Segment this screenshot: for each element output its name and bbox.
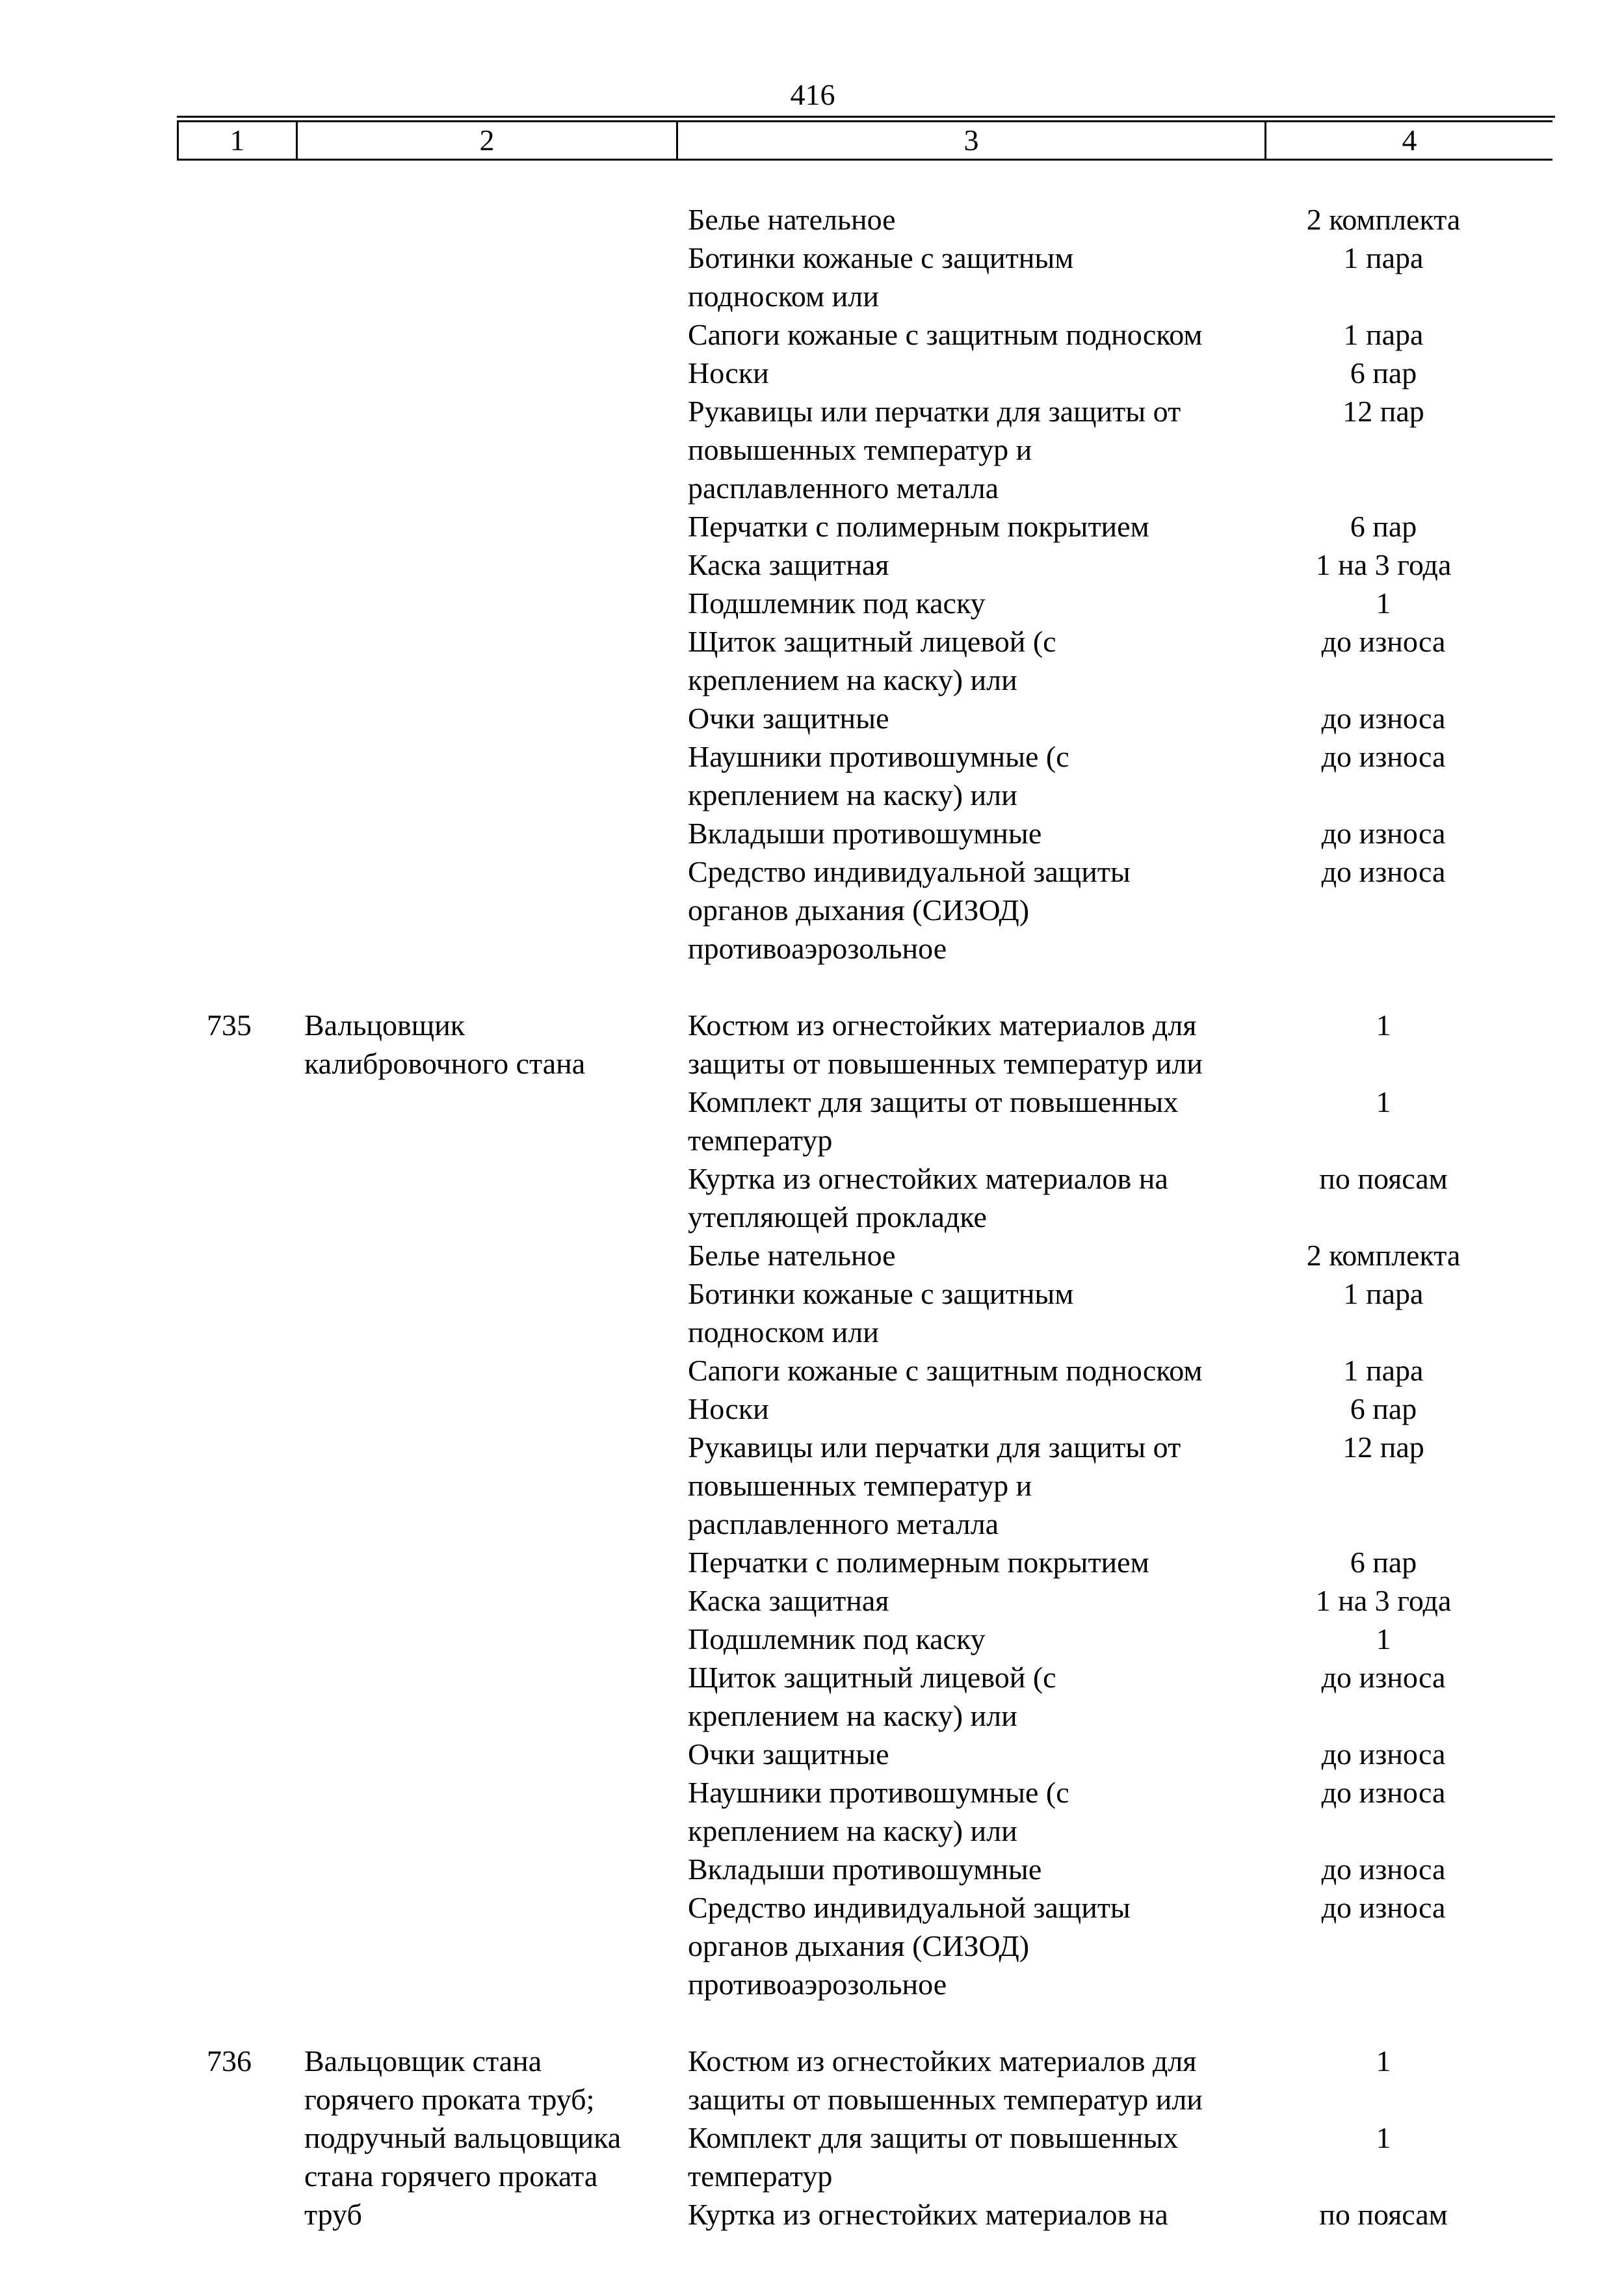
issue-norm	[1273, 1773, 1494, 1850]
header-col-2: 2	[298, 122, 678, 159]
profession-title	[304, 315, 688, 354]
issue-norm-line: по поясам	[1319, 1162, 1448, 1195]
issue-norm-line: до износа	[1321, 855, 1446, 888]
table-row	[0, 1543, 1624, 1581]
row-number: 736	[207, 2044, 252, 2078]
protective-item	[688, 507, 1273, 546]
profession-title	[304, 354, 688, 392]
protective-item-line: креплением на каску) или	[688, 1814, 1017, 1847]
table-row	[0, 1236, 1624, 1274]
row-number	[0, 392, 304, 507]
row-number	[0, 2118, 304, 2195]
page-number: 416	[790, 78, 835, 111]
issue-norm-line: до износа	[1321, 1853, 1446, 1886]
table-row	[0, 1351, 1624, 1390]
protective-item-line: Очки защитные	[688, 702, 889, 735]
issue-norm-line: до износа	[1321, 1891, 1446, 1924]
issue-norm-line: 1	[1376, 1622, 1391, 1656]
profession-title	[304, 1006, 688, 1083]
profession-title	[304, 1274, 688, 1351]
profession-title	[304, 2042, 688, 2118]
profession-title	[304, 1581, 688, 1620]
protective-item-line: повышенных температур и	[688, 1469, 1032, 1502]
table-row	[0, 1850, 1624, 1888]
issue-norm	[1273, 852, 1494, 968]
row-number	[0, 1773, 304, 1850]
profession-title	[304, 1428, 688, 1543]
table-row	[0, 1083, 1624, 1159]
protective-item	[688, 1888, 1273, 2003]
issue-norm	[1273, 239, 1494, 315]
protective-item-line: Комплект для защиты от повышенных	[688, 1085, 1179, 1118]
issue-norm-line: 1	[1376, 2044, 1391, 2078]
protective-item	[688, 354, 1273, 392]
row-number	[0, 239, 304, 315]
table-row	[0, 814, 1624, 852]
table-row	[0, 699, 1624, 737]
issue-norm	[1273, 584, 1494, 622]
profession-title	[304, 1236, 688, 1274]
issue-norm	[1273, 699, 1494, 737]
profession-title	[304, 546, 688, 584]
protective-item	[688, 1735, 1273, 1773]
profession-title-line: Вальцовщик стана	[304, 2044, 542, 2078]
row-number	[0, 1620, 304, 1658]
protective-item-line: Ботинки кожаные с защитным	[688, 241, 1074, 274]
issue-norm-line: до износа	[1321, 1661, 1446, 1694]
issue-norm-line: до износа	[1321, 625, 1446, 658]
protective-item-line: Средство индивидуальной защиты	[688, 855, 1131, 888]
table-row	[0, 2042, 1624, 2118]
row-number	[0, 852, 304, 968]
protective-item-line: Костюм из огнестойких материалов для	[688, 2044, 1197, 2078]
protective-item	[688, 392, 1273, 507]
protective-item-line: расплавленного металла	[688, 1507, 999, 1540]
profession-title	[304, 852, 688, 968]
row-number	[0, 200, 304, 239]
row-number	[0, 1236, 304, 1274]
table-row	[0, 737, 1624, 814]
row-number	[0, 546, 304, 584]
row-number: 735	[207, 1009, 252, 1042]
issue-norm	[1273, 1850, 1494, 1888]
protective-item-line: Щиток защитный лицевой (с	[688, 625, 1056, 658]
profession-title	[304, 1351, 688, 1390]
protective-item	[688, 315, 1273, 354]
row-number	[0, 1658, 304, 1735]
row-number	[0, 1159, 304, 1236]
row-number	[0, 1351, 304, 1390]
protective-item	[688, 2042, 1273, 2118]
table-row	[0, 1888, 1624, 2003]
protective-item-line: Каска защитная	[688, 1584, 889, 1617]
protective-item	[688, 1083, 1273, 1159]
protective-item-line: температур	[688, 2159, 833, 2193]
issue-norm	[1273, 1274, 1494, 1351]
issue-norm	[1273, 814, 1494, 852]
profession-title	[304, 622, 688, 699]
protective-item	[688, 1274, 1273, 1351]
protective-item-line: Каска защитная	[688, 548, 889, 581]
table-row	[0, 2195, 1624, 2234]
protective-item	[688, 1236, 1273, 1274]
issue-norm	[1273, 1888, 1494, 2003]
protective-item	[688, 239, 1273, 315]
protective-item	[688, 852, 1273, 968]
protective-item-line: Белье нательное	[688, 1239, 896, 1272]
table-row	[0, 315, 1624, 354]
protective-item-line: Куртка из огнестойких материалов на	[688, 1162, 1168, 1195]
profession-title	[304, 814, 688, 852]
header-col-4: 4	[1402, 124, 1417, 157]
issue-norm-line: до износа	[1321, 740, 1446, 773]
profession-title	[304, 1735, 688, 1773]
profession-title	[304, 1543, 688, 1581]
protective-item-line: Очки защитные	[688, 1737, 889, 1771]
issue-norm-line: по поясам	[1319, 2198, 1448, 2231]
issue-norm-line: 6 пар	[1350, 1392, 1417, 1425]
protective-item-line: Подшлемник под каску	[688, 1622, 986, 1656]
profession-title	[304, 2195, 688, 2234]
row-number	[0, 737, 304, 814]
row-number	[0, 1735, 304, 1773]
profession-title	[304, 1850, 688, 1888]
protective-item	[688, 1006, 1273, 1083]
protective-item-line: температур	[688, 1124, 833, 1157]
protective-item-line: Рукавицы или перчатки для защиты от	[688, 1431, 1181, 1464]
issue-norm-line: 6 пар	[1350, 1546, 1417, 1579]
protective-item-line: защиты от повышенных температур или	[688, 1047, 1203, 1080]
table-row	[0, 1428, 1624, 1543]
profession-title	[304, 1773, 688, 1850]
protective-item-line: Белье нательное	[688, 203, 896, 236]
issue-norm-line: 1 пара	[1343, 1354, 1424, 1387]
issue-norm	[1273, 1083, 1494, 1159]
protective-item	[688, 1658, 1273, 1735]
protective-item-line: Ботинки кожаные с защитным	[688, 1277, 1074, 1310]
issue-norm-line: 2 комплекта	[1306, 203, 1461, 236]
protective-item-line: Сапоги кожаные с защитным подноском	[688, 318, 1203, 351]
protective-item	[688, 1850, 1273, 1888]
protective-item-line: Носки	[688, 1392, 769, 1425]
profession-title	[304, 392, 688, 507]
table-row	[0, 200, 1624, 239]
profession-title	[304, 699, 688, 737]
issue-norm-line: до износа	[1321, 702, 1446, 735]
issue-norm	[1273, 1006, 1494, 1083]
row-number	[0, 1390, 304, 1428]
issue-norm	[1273, 354, 1494, 392]
profession-title-line: калибровочного стана	[304, 1047, 586, 1080]
profession-title	[304, 239, 688, 315]
header-col-3: 3	[678, 122, 1266, 159]
profession-title	[304, 1620, 688, 1658]
protective-item	[688, 584, 1273, 622]
table-row	[0, 1735, 1624, 1773]
protective-item-line: Вкладыши противошумные	[688, 1853, 1042, 1886]
issue-norm-line: 1	[1376, 2121, 1391, 2154]
table-row	[0, 622, 1624, 699]
profession-title	[304, 584, 688, 622]
issue-norm	[1273, 2195, 1494, 2234]
protective-item	[688, 1620, 1273, 1658]
profession-title-line: горячего проката труб;	[304, 2083, 595, 2116]
protective-item	[688, 2118, 1273, 2195]
protective-item-line: Подшлемник под каску	[688, 587, 986, 620]
protective-item	[688, 1351, 1273, 1390]
issue-norm	[1273, 1658, 1494, 1735]
protective-item-line: органов дыхания (СИЗОД)	[688, 1929, 1030, 1962]
issue-norm	[1273, 1581, 1494, 1620]
protective-item-line: Рукавицы или перчатки для защиты от	[688, 395, 1181, 428]
protective-item-line: подноском или	[688, 1315, 879, 1349]
row-number	[0, 507, 304, 546]
protective-item	[688, 1543, 1273, 1581]
issue-norm-line: 6 пар	[1350, 356, 1417, 389]
table-row	[0, 1581, 1624, 1620]
protective-item	[688, 546, 1273, 584]
table-row	[0, 1620, 1624, 1658]
profession-title	[304, 1083, 688, 1159]
protective-item	[688, 1773, 1273, 1850]
protective-item-line: Носки	[688, 356, 769, 389]
protective-item-line: Вкладыши противошумные	[688, 817, 1042, 850]
row-number	[0, 1850, 304, 1888]
issue-norm	[1273, 1390, 1494, 1428]
issue-norm	[1273, 392, 1494, 507]
profession-title	[304, 1390, 688, 1428]
row-number	[0, 814, 304, 852]
table-row	[0, 1159, 1624, 1236]
protective-item	[688, 737, 1273, 814]
header-col-1: 1	[179, 122, 298, 159]
row-number	[0, 2195, 304, 2234]
issue-norm	[1273, 507, 1494, 546]
row-number	[0, 1581, 304, 1620]
table-header	[177, 120, 1552, 161]
protective-item-line: креплением на каску) или	[688, 1699, 1017, 1732]
protective-item-line: органов дыхания (СИЗОД)	[688, 893, 1030, 927]
profession-title-line: труб	[304, 2198, 362, 2231]
protective-item-line: Наушники противошумные (с	[688, 1776, 1069, 1809]
table-row	[0, 507, 1624, 546]
issue-norm	[1273, 1735, 1494, 1773]
profession-title	[304, 1159, 688, 1236]
protective-item-line: Костюм из огнестойких материалов для	[688, 1009, 1197, 1042]
profession-title	[304, 507, 688, 546]
table-row	[0, 852, 1624, 968]
protective-item-line: Куртка из огнестойких материалов на	[688, 2198, 1168, 2231]
issue-norm	[1273, 315, 1494, 354]
profession-title	[304, 737, 688, 814]
issue-norm-line: 1 на 3 года	[1315, 548, 1452, 581]
protective-item-line: креплением на каску) или	[688, 778, 1017, 812]
row-number	[0, 622, 304, 699]
issue-norm	[1273, 200, 1494, 239]
protective-item-line: противоаэрозольное	[688, 932, 947, 965]
row-number	[0, 699, 304, 737]
protective-item-line: утепляющей прокладке	[688, 1200, 987, 1234]
table-row	[0, 354, 1624, 392]
protective-item	[688, 1428, 1273, 1543]
protective-item	[688, 814, 1273, 852]
protective-item	[688, 1159, 1273, 1236]
protective-item	[688, 200, 1273, 239]
row-number	[0, 1428, 304, 1543]
issue-norm-line: 1 пара	[1343, 1277, 1424, 1310]
protective-item	[688, 699, 1273, 737]
issue-norm	[1273, 1236, 1494, 1274]
issue-norm-line: 1 на 3 года	[1315, 1584, 1452, 1617]
protective-item-line: противоаэрозольное	[688, 1968, 947, 2001]
issue-norm-line: 1	[1376, 587, 1391, 620]
table-row	[0, 1390, 1624, 1428]
profession-title	[304, 200, 688, 239]
protective-item-line: Сапоги кожаные с защитным подноском	[688, 1354, 1203, 1387]
protective-item-line: Средство индивидуальной защиты	[688, 1891, 1131, 1924]
protective-item	[688, 1390, 1273, 1428]
table-row	[0, 239, 1624, 315]
row-number	[0, 1543, 304, 1581]
protective-item-line: Комплект для защиты от повышенных	[688, 2121, 1179, 2154]
issue-norm	[1273, 546, 1494, 584]
protective-item	[688, 1581, 1273, 1620]
protective-item-line: Наушники противошумные (с	[688, 740, 1069, 773]
issue-norm	[1273, 2118, 1494, 2195]
row-number	[0, 1083, 304, 1159]
protective-item-line: креплением на каску) или	[688, 663, 1017, 696]
issue-norm	[1273, 737, 1494, 814]
issue-norm	[1273, 1428, 1494, 1543]
protective-item-line: расплавленного металла	[688, 471, 999, 505]
table-row	[0, 1274, 1624, 1351]
issue-norm-line: 2 комплекта	[1306, 1239, 1461, 1272]
table-row	[0, 546, 1624, 584]
protective-item-line: Щиток защитный лицевой (с	[688, 1661, 1056, 1694]
protective-item	[688, 622, 1273, 699]
profession-title-line: стана горячего проката	[304, 2159, 598, 2193]
issue-norm	[1273, 1159, 1494, 1236]
table-row	[0, 1773, 1624, 1850]
profession-title	[304, 2118, 688, 2195]
issue-norm-line: 1	[1376, 1085, 1391, 1118]
protective-item	[688, 2195, 1273, 2234]
profession-title	[304, 1658, 688, 1735]
table-row	[0, 584, 1624, 622]
issue-norm-line: до износа	[1321, 1737, 1446, 1771]
issue-norm-line: 1 пара	[1343, 318, 1424, 351]
issue-norm-line: 12 пар	[1342, 1431, 1424, 1464]
table-row	[0, 1006, 1624, 1083]
table-row	[0, 392, 1624, 507]
row-number	[0, 1274, 304, 1351]
issue-norm	[1273, 2042, 1494, 2118]
issue-norm-line: 12 пар	[1342, 395, 1424, 428]
table-body	[0, 200, 1624, 2234]
issue-norm	[1273, 622, 1494, 699]
row-spacer	[0, 2003, 1624, 2042]
profession-title	[304, 1888, 688, 2003]
issue-norm-line: 1	[1376, 1009, 1391, 1042]
protective-item-line: защиты от повышенных температур или	[688, 2083, 1203, 2116]
header-top-rule	[177, 116, 1555, 118]
issue-norm-line: до износа	[1321, 1776, 1446, 1809]
profession-title-line: Вальцовщик	[304, 1009, 465, 1042]
issue-norm	[1273, 1351, 1494, 1390]
issue-norm-line: 6 пар	[1350, 510, 1417, 543]
issue-norm	[1273, 1543, 1494, 1581]
issue-norm	[1273, 1620, 1494, 1658]
profession-title-line: подручный вальцовщика	[304, 2121, 622, 2154]
protective-item-line: Перчатки с полимерным покрытием	[688, 510, 1149, 543]
protective-item-line: повышенных температур и	[688, 433, 1032, 466]
row-number	[0, 354, 304, 392]
protective-item-line: подноском или	[688, 280, 879, 313]
table-row	[0, 1658, 1624, 1735]
table-row	[0, 2118, 1624, 2195]
row-number	[0, 1888, 304, 2003]
protective-item-line: Перчатки с полимерным покрытием	[688, 1546, 1149, 1579]
row-spacer	[0, 968, 1624, 1006]
row-number	[0, 584, 304, 622]
issue-norm-line: до износа	[1321, 817, 1446, 850]
issue-norm-line: 1 пара	[1343, 241, 1424, 274]
row-number	[0, 315, 304, 354]
